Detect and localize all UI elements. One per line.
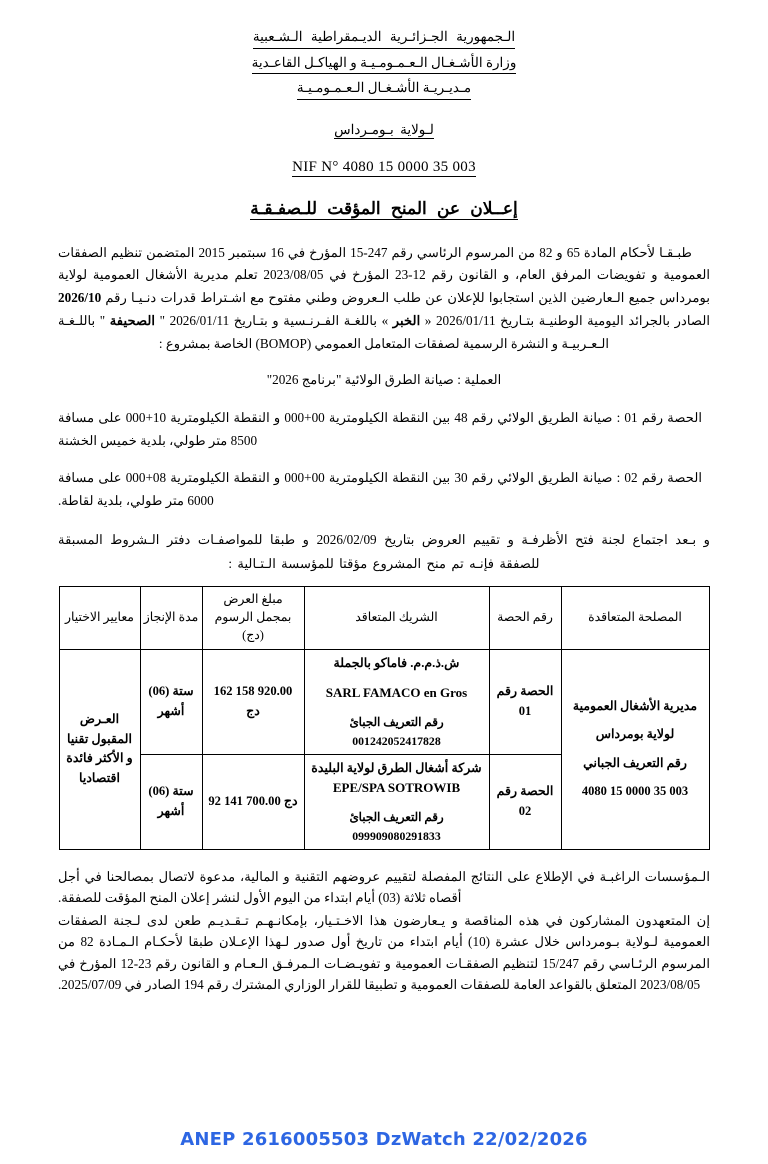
spacer [308, 673, 486, 683]
nif-number: NIF N° 4080 15 0000 35 003 [292, 158, 476, 175]
document-page [0, 26, 768, 1164]
intro-part-4: " باللـغـة الـعـربيـة و النشرة الرسمية لصفقات المتعامل العمومي (BOMOP) الخاصة بمشروع : [58, 312, 610, 351]
partner-tax-number-1: 001242052417828 [352, 733, 441, 748]
document-footer-text [0, 866, 768, 995]
intro-paragraph [58, 242, 710, 356]
partner-latin-name-2: EPE/SPA SOTROWIB [332, 780, 461, 796]
appeal-paragraph-1: الـمؤسسات الراغبـة في الإطلاع على النتائج المفصلة لتقييم عروضهم التقنية و المالية، مدعوة لاتصال بمصالحنا في أجل أقصاه ثلاثة (03) أيام ابتداء من اليوم الأول لنشر إعلان المنح المؤقت للصفقة. [58, 869, 710, 906]
reference-number: 2026/10 [58, 290, 102, 306]
spacer [308, 703, 486, 713]
intro-part-2: الصادر بالجرائد اليومية الوطنيـة بتـاريخ 2026/01/11 « [420, 312, 711, 328]
appeal-paragraph-2: إن المتعهدون المشاركون في هذه المناقصة و يـعارضون هذا الاخـتـيار، بإمكانـهـم تـقـديـم طعن لدى لـجنة الصفقات العمومية لـولاية بـومرداس خلال عشرة (10) أيام ابتداء من تاريخ أول صدور لـهذا الإعـلان طبقا لأحكـام الـمـادة 82 من المرسوم الرئـاسي رقم 15/247 لتنظيم الصفقـات العمومية و تفويـضـات الـمرفـق الـعـام و القانون رقم 23-12 المؤرخ في 2023/08/05 المتعلق بالقواعد العامة للصفقات العمومية و تطبيقا للقرار الوزاري المشترك رقم 194 الصادر في 2025/07/09. [58, 912, 711, 992]
th-contracted-partner: الشريك المتعاقد [304, 586, 489, 649]
partner-tax-label-1: رقم التعريف الجبائ [349, 715, 444, 730]
cell-duration-2 [140, 754, 202, 849]
service-name-line-1: مديرية الأشغال العمومية [572, 699, 698, 714]
duration-line-2a: ستة (06) [148, 784, 194, 799]
service-name-line-2: لولاية بومرداس [595, 727, 675, 742]
intro-part-3: » باللغـة الفـرنـسية و بتـاريخ 2026/01/11 " [155, 312, 393, 328]
intro-part-1: طبـقـا لأحكام المادة 65 و 82 من المرسوم الرئاسي رقم 247-15 المؤرخ في 16 سبتمبر 2015 المتضمن تنظيم الصفقات العمومية و تفويضات المرفق العام، و القانون رقم 12-23 المؤرخ في 2023/08/05 تعلم مديرية الأشغال العمومية لولاية بومرداس جميع الـعارضين الذين استجابوا للإعلان عن طلب الـعروض وطني مفتوح مع اشـتراط قدرات دنـيـا رقم [58, 244, 711, 306]
cell-duration-1 [140, 649, 202, 754]
th-lot-number: رقم الحصة [489, 586, 561, 649]
table-header-row [59, 586, 709, 649]
table-row [59, 649, 709, 754]
cell-selection-criteria: العـرض المقبول تقنيا و الأكثر فائدة اقتصاديا [59, 649, 140, 849]
cell-lot-number-2: الحصة رقم 02 [489, 754, 561, 849]
cell-partner-2 [304, 754, 489, 849]
cell-lot-number-1: الحصة رقم 01 [489, 649, 561, 754]
th-selection-criteria: معايير الاختيار [59, 586, 140, 649]
partner-tax-label-2: رقم التعريف الجبائ [349, 810, 444, 825]
duration-line-1b: أشهر [157, 703, 185, 718]
header-republic: الـجمهورية الجـزائـرية الديـمقراطية الـشـعبية [253, 26, 515, 49]
newspaper-french: الخبر [392, 312, 421, 328]
partner-tax-number-2: 099909080291833 [352, 828, 441, 843]
service-tax-number: 4080 15 0000 35 003 [581, 784, 689, 799]
partner-latin-name-1: SARL FAMACO en Gros [325, 685, 468, 701]
page-title: إعــلان عن المنح المؤقت للـصفـقـة [250, 198, 518, 218]
header-directorate: مـديـريـة الأشـغـال الـعـمـومـيـة [297, 77, 471, 100]
document-body [0, 242, 768, 576]
operation-line: العملية : صيانة الطرق الولائية "برنامج 2026" [266, 372, 502, 388]
service-tax-label: رقم التعريف الجباني [583, 755, 687, 770]
cell-partner-1 [304, 649, 489, 754]
lot-1-description: الحصة رقم 01 : صيانة الطريق الولائي رقم 48 بين النقطة الكيلومترية 00+000 و النقطة الكيلومترية 10+000 على مسافة 8500 متر طولي، بلدية خميس الخشنة [58, 409, 702, 448]
header-wilaya: لـولاية بـومـرداس [334, 121, 434, 137]
cell-contracting-service [561, 649, 709, 849]
th-offer-amount: مبلغ العرض بمجمل الرسوم (دج) [202, 586, 304, 649]
header-ministry: وزارة الأشـغـال الـعـمـومـيـة و الهياكـل القاعـدية [252, 52, 517, 75]
duration-line-1a: ستة (06) [148, 684, 194, 699]
partner-arabic-name-1: ش.ذ.م.م. فاماكو بالجملة [333, 655, 460, 670]
award-table [59, 586, 710, 850]
document-header [0, 26, 768, 220]
cell-amount-2: 92 141 700.00 دج [202, 754, 304, 849]
partner-arabic-name-2: شركة أشغال الطرق لولاية البليدة [311, 760, 482, 775]
newspaper-arabic: الصحيفة [109, 312, 156, 328]
lot-2-description: الحصة رقم 02 : صيانة الطريق الولائي رقم 30 بين النقطة الكيلومترية 00+000 و النقطة الكيلومترية 08+000 على مسافة 6000 متر طولي، بلدية لقاطة. [58, 469, 702, 509]
spacer [308, 798, 486, 808]
th-completion-duration: مدة الإنجاز [140, 586, 202, 649]
duration-line-2b: أشهر [157, 803, 185, 818]
anep-footer [0, 1129, 768, 1150]
cell-amount-1: 162 158 920.00 دج [202, 649, 304, 754]
commission-paragraph: و بـعد اجتماع لجنة فتح الأظرفـة و تقييم العروض بتاريخ 2026/02/09 و طبقا للمواصفـات دفتر الـشروط المسبقة للصفقة فإنـه تم منح المشروع مؤقتا للمؤسسة الـتـالية : [58, 532, 710, 571]
th-contracting-service: المصلحة المتعاقدة [561, 586, 709, 649]
anep-reference: ANEP 2616005503 DzWatch 22/02/2026 [180, 1129, 588, 1150]
